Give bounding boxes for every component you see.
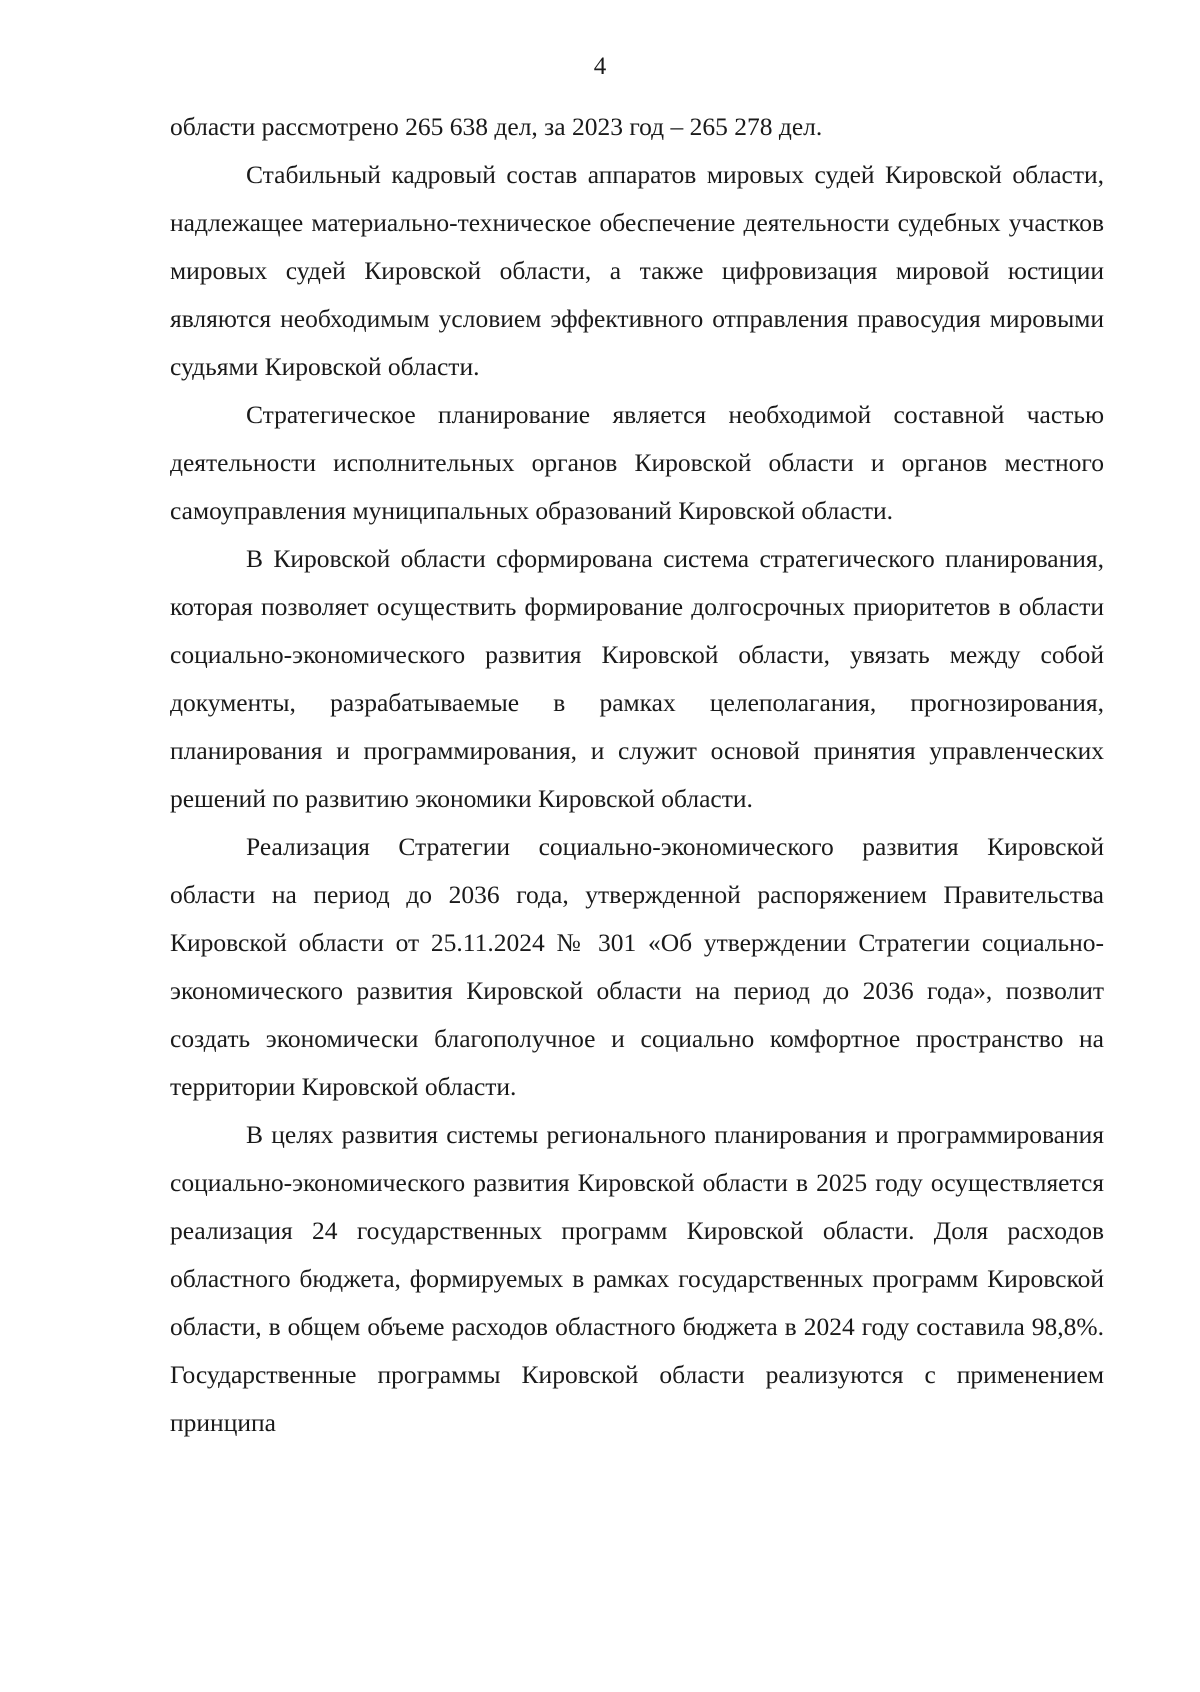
- paragraph-strategic-planning: Стратегическое планирование является необходимой составной частью деятельности исполнительных органов Кировской области и органов местного самоуправления муниципальных образований Кировской области.: [170, 400, 1104, 525]
- paragraph-strategy-implementation: Реализация Стратегии социально-экономического развития Кировской области на период до 2036 года, утвержденной распоряжением Правительства Кировской области от 25.11.2024 № 301 «Об утверждении Стратегии социально-экономического развития Кировской области на период до 2036 года», позволит создать экономически благополучное и социально комфортное пространство на территории Кировской области.: [170, 832, 1104, 1101]
- page-number: 4: [593, 53, 607, 80]
- paragraph-continuation: области рассмотрено 265 638 дел, за 2023 год – 265 278 дел.: [170, 112, 823, 141]
- paragraph-state-programs: В целях развития системы регионального планирования и программирования социально-экономического развития Кировской области в 2025 году осуществляется реализация 24 государственных программ Кировской области. Доля расходов областного бюджета, формируемых в рамках государственных программ Кировской области, в общем объеме расходов областного бюджета в 2024 году составила 98,8%. Государственные программы Кировской области реализуются с применением принципа: [170, 1120, 1104, 1437]
- document-body: [170, 103, 1104, 1447]
- paragraph-planning-system: В Кировской области сформирована система стратегического планирования, которая позволяет осуществить формирование долгосрочных приоритетов в области социально-экономического развития Кировской области, увязать между собой документы, разрабатываемые в рамках целеполагания, прогнозирования, планирования и программирования, и служит основой принятия управленческих решений по развитию экономики Кировской области.: [170, 544, 1104, 813]
- paragraph-staffing: Стабильный кадровый состав аппаратов мировых судей Кировской области, надлежащее материально-техническое обеспечение деятельности судебных участков мировых судей Кировской области, а также цифровизация мировой юстиции являются необходимым условием эффективного отправления правосудия мировыми судьями Кировской области.: [170, 160, 1104, 381]
